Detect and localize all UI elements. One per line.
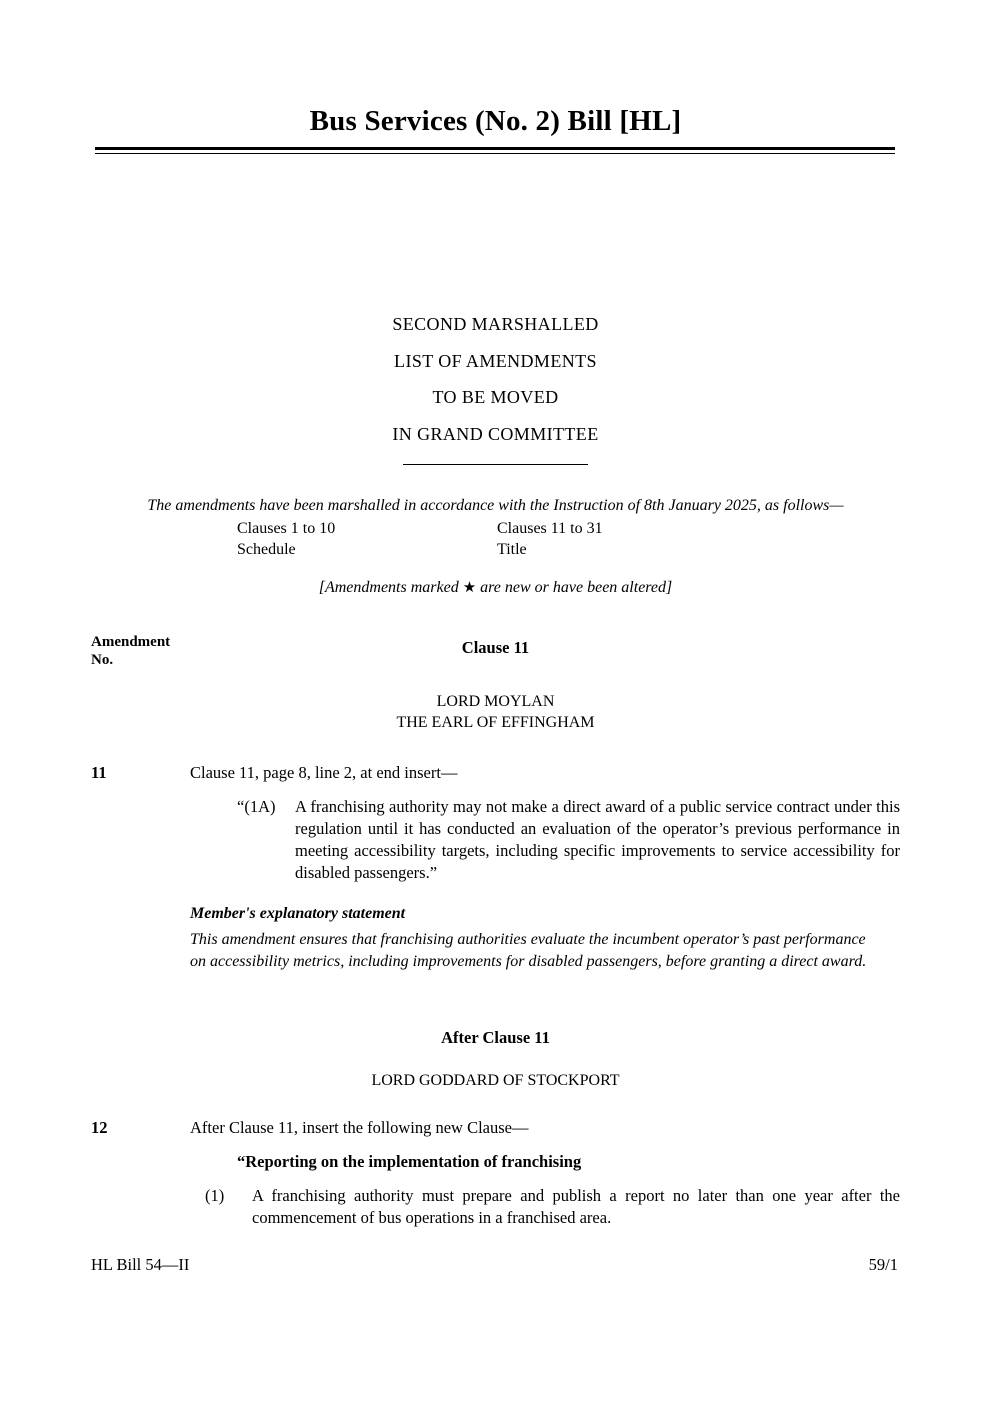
clause-11-sponsors bbox=[0, 691, 991, 733]
clause-11-heading: Clause 11 bbox=[461, 638, 530, 657]
marshalled-list-heading bbox=[0, 306, 991, 452]
new-clause-title: “Reporting on the implementation of franchising bbox=[237, 1152, 582, 1171]
bill-title: Bus Services (No. 2) Bill [HL] bbox=[309, 105, 682, 137]
amendment-12-lead-text: After Clause 11, insert the following new Clause— bbox=[190, 1118, 529, 1137]
marshalling-item: Title bbox=[497, 540, 527, 558]
amendment-11-inserted-text bbox=[237, 796, 900, 884]
amendment-no-label-line-2: No. bbox=[91, 652, 114, 668]
subsection-text: A franchising authority must prepare and publish a report no later than one year after the commencement of bus operations in a franchised area. bbox=[252, 1186, 900, 1227]
marshalling-column-left bbox=[237, 519, 335, 560]
amendment-12-inserted-text bbox=[205, 1185, 900, 1229]
marshalling-instruction-note: The amendments have been marshalled in accordance with the Instruction of 8th January 2025, as follows— bbox=[147, 497, 844, 514]
sponsor-name: THE EARL OF EFFINGHAM bbox=[396, 714, 595, 731]
subsection-number: “(1A) bbox=[237, 797, 276, 816]
amendment-12-number: 12 bbox=[91, 1118, 108, 1137]
heading-line-2: LIST OF AMENDMENTS bbox=[394, 350, 597, 371]
star-legend-note bbox=[0, 578, 991, 597]
heading-line-1: SECOND MARSHALLED bbox=[392, 314, 599, 334]
sponsor-name: LORD MOYLAN bbox=[436, 693, 555, 710]
amendment-11-number: 11 bbox=[91, 763, 107, 782]
after-clause-11-heading: After Clause 11 bbox=[441, 1028, 550, 1047]
page-footer bbox=[91, 1255, 898, 1275]
marshalling-item: Clauses 11 to 31 bbox=[497, 520, 603, 537]
page-number-reference: 59/1 bbox=[868, 1255, 898, 1274]
marshalling-column-right bbox=[497, 519, 603, 560]
marshalling-item: Clauses 1 to 10 bbox=[237, 520, 336, 537]
marshalling-item: Schedule bbox=[237, 540, 296, 558]
title-double-rule bbox=[95, 147, 895, 154]
section-divider-rule bbox=[403, 464, 588, 465]
amendment-no-label-line-1: Amendment bbox=[91, 634, 171, 650]
heading-line-3: TO BE MOVED bbox=[432, 387, 559, 407]
star-note-text-before: [Amendments marked bbox=[318, 579, 463, 596]
amendment-11-lead-row bbox=[91, 763, 901, 783]
bill-reference: HL Bill 54—II bbox=[91, 1255, 190, 1274]
heading-line-4: IN GRAND COMMITTEE bbox=[392, 423, 599, 444]
subsection-text: A franchising authority may not make a direct award of a public service contract under this regulation until it has conducted an evaluation of the operator’s previous performance in meeting accessibility targets, including specific improvements to service accessibility for disabled passengers.” bbox=[295, 797, 900, 882]
amendment-12-lead-row bbox=[91, 1118, 901, 1138]
amendment-11-lead-text: Clause 11, page 8, line 2, at end insert— bbox=[190, 763, 458, 782]
after-clause-11-sponsor: LORD GODDARD OF STOCKPORT bbox=[371, 1072, 620, 1089]
subsection-number: (1) bbox=[205, 1186, 225, 1205]
star-note-text-after: are new or have been altered] bbox=[476, 579, 673, 596]
explanatory-statement-text: This amendment ensures that franchising authorities evaluate the incumbent operator’s past performance on accessibility metrics, including improvements for disabled passengers, before granting a direct award. bbox=[190, 931, 867, 970]
explanatory-statement-heading: Member's explanatory statement bbox=[190, 905, 406, 922]
star-icon: ★ bbox=[462, 580, 477, 596]
